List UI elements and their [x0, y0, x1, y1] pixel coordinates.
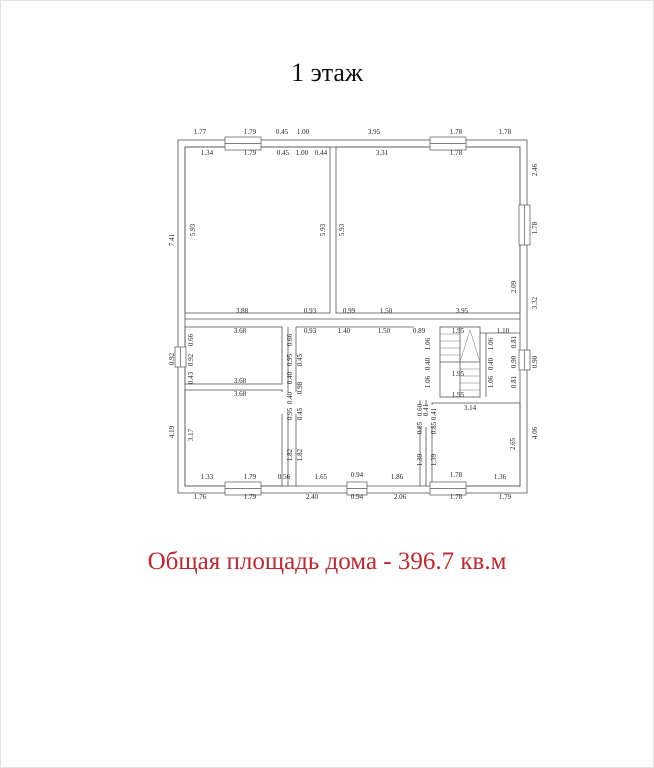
dim-label: 0.93 [303, 327, 317, 335]
dim-label: 1.95 [451, 327, 465, 335]
dim-label: 3.14 [463, 404, 477, 412]
dim-label: 1.06 [424, 375, 432, 389]
dim-label: 1.79 [243, 473, 257, 481]
dim-label: 3.68 [233, 377, 247, 385]
dim-label: 4.06 [531, 426, 539, 440]
dim-label: 1.39 [430, 453, 438, 467]
dim-label: 1.82 [296, 448, 304, 462]
dim-label: 0.40 [424, 357, 432, 371]
dim-label: 1.78 [449, 493, 463, 501]
dim-label: 1.78 [498, 128, 512, 136]
room-3 [185, 327, 282, 384]
dim-label: 1.34 [200, 149, 214, 157]
dim-label: 1.06 [487, 375, 495, 389]
dim-label: 3.68 [233, 390, 247, 398]
dim-label: 0.45 [276, 149, 290, 157]
dim-label: 0.89 [412, 327, 426, 335]
dim-label: 0.81 [510, 375, 518, 389]
dim-label: 0.40 [487, 357, 495, 371]
dim-label: 0.66 [286, 333, 294, 347]
dim-label: 1.50 [379, 307, 393, 315]
dim-label: 1.82 [286, 448, 294, 462]
dim-label: 1.40 [337, 327, 351, 335]
dim-label: 5.93 [319, 223, 327, 237]
dim-label: 1.79 [243, 149, 257, 157]
dim-label: 0.90 [510, 355, 518, 369]
dim-label: 5.93 [189, 223, 197, 237]
windows [175, 137, 530, 495]
floor-title: 1 этаж [291, 58, 363, 87]
dim-label: 3.88 [235, 307, 249, 315]
dim-label: 1.76 [193, 493, 207, 501]
dim-label: 0.93 [303, 307, 317, 315]
dim-label: 0.98 [296, 381, 304, 395]
dim-label: 1.78 [449, 149, 463, 157]
dim-label: 7.41 [168, 233, 176, 247]
dim-label: 2.65 [509, 437, 517, 451]
dim-label: 1.79 [498, 493, 512, 501]
dim-label: 1.95 [451, 370, 465, 378]
dim-label: 1.78 [449, 471, 463, 479]
dim-label: 1.36 [493, 473, 507, 481]
room-1 [185, 147, 330, 313]
dim-label: 1.39 [416, 453, 424, 467]
dim-label: 0.56 [277, 473, 291, 481]
dim-label: 1.79 [243, 128, 257, 136]
dim-label: 1.79 [243, 493, 257, 501]
room-5 [432, 403, 520, 486]
room-4 [185, 390, 282, 486]
dim-label: 0.41 [430, 407, 438, 421]
dim-label: 0.92 [168, 352, 176, 366]
dim-label: 2.46 [531, 163, 539, 177]
dim-label: 1.78 [531, 221, 539, 235]
dim-label: 0.45 [296, 353, 304, 367]
dim-label: 0.45 [296, 407, 304, 421]
dim-label: 1.10 [496, 327, 510, 335]
dim-label: 2.06 [393, 493, 407, 501]
dim-label: 1.33 [200, 473, 214, 481]
dim-label: 0.94 [350, 493, 364, 501]
dim-label: 1.50 [377, 327, 391, 335]
dim-label: 0.92 [187, 353, 195, 367]
dim-label: 0.45 [275, 128, 289, 136]
interior-walls [185, 147, 520, 486]
dim-label: 0.95 [286, 353, 294, 367]
dim-label: 1.00 [295, 149, 309, 157]
dim-label: 3.32 [531, 296, 539, 310]
dim-label: 0.90 [531, 355, 539, 369]
dim-label: 0.40 [286, 391, 294, 405]
dim-label: 3.95 [367, 128, 381, 136]
room-2 [336, 147, 520, 313]
dim-label: 5.93 [338, 223, 346, 237]
total-area-caption: Общая площадь дома - 396.7 кв.м [147, 548, 507, 575]
dim-label: 1.86 [390, 473, 404, 481]
outer-walls [178, 140, 527, 493]
dim-label: 1.77 [193, 128, 207, 136]
dim-label: 2.09 [510, 280, 518, 294]
dim-label: 0.85 [430, 421, 438, 435]
dim-label: 2.40 [305, 493, 319, 501]
dim-label: 0.95 [286, 407, 294, 421]
dimension-labels [168, 128, 539, 501]
dim-label: 1.95 [451, 391, 465, 399]
dim-label: 1.06 [424, 337, 432, 351]
dim-label: 1.78 [449, 128, 463, 136]
dim-label: 0.99 [342, 307, 356, 315]
dim-label: 1.00 [296, 128, 310, 136]
dim-label: 0.66 [187, 333, 195, 347]
dim-label: 0.40 [286, 371, 294, 385]
dim-label: 3.31 [375, 149, 389, 157]
dim-label: 3.17 [187, 428, 195, 442]
dim-label: 0.43 [187, 371, 195, 385]
dim-label: 0.85 [416, 421, 424, 435]
dim-label: 3.95 [455, 307, 469, 315]
dim-label: 0.44 [314, 149, 328, 157]
dim-label: 0.94 [350, 471, 364, 479]
dim-label: 0.41 [422, 403, 430, 417]
dim-label: 3.68 [233, 327, 247, 335]
dim-label: 1.65 [314, 473, 328, 481]
dim-label: 4.19 [168, 425, 176, 439]
dim-label: 0.60 [416, 403, 424, 417]
dim-label: 1.06 [487, 337, 495, 351]
dim-label: 0.81 [510, 335, 518, 349]
